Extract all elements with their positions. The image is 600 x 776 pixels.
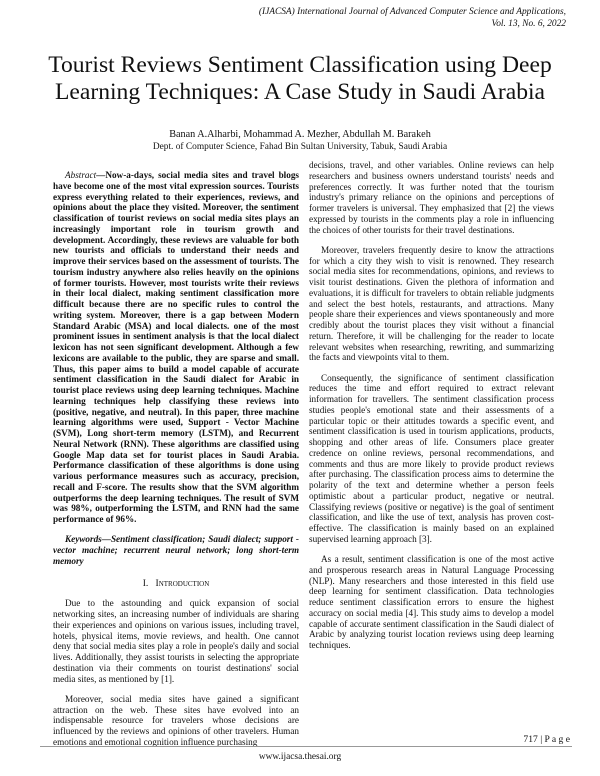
section-number: I. [142, 577, 149, 589]
authors: Banan A.Alharbi, Mohammad A. Mezher, Abdullah M. Barakeh [169, 129, 431, 140]
section-title: Introduction [155, 577, 210, 589]
left-column [53, 170, 299, 757]
title-line-2: Learning Techniques: A Case Study in Saudi Arabia [54, 79, 546, 105]
journal-header [146, 7, 566, 30]
footer-divider [40, 746, 572, 747]
body-paragraph: decisions, travel, and other variables. Online reviews can help researchers and business owners understand tourists' needs and preferences correctly. It was further noted that the tourism industry's primary reliance on the opinions and perceptions of former travelers is universal. They emphasized that [2] the views expressed by tourists in the comments play a role in influencing the choices of other tourists for their travel destinations. [309, 160, 554, 235]
right-column [309, 160, 554, 660]
page-number [523, 734, 570, 745]
keywords-dash: — [101, 534, 111, 545]
abstract-label: Abstract [65, 170, 97, 180]
paper-title [20, 52, 580, 106]
abstract [53, 170, 299, 525]
affiliation: Dept. of Computer Science, Fahad Bin Sultan University, Tabuk, Saudi Arabia [152, 142, 448, 152]
journal-name: (IJACSA) International Journal of Advanced Computer Science and Applications, [258, 7, 566, 17]
section-heading-introduction [53, 579, 299, 590]
keywords-label: Keywords [65, 534, 102, 545]
body-paragraph: As a result, sentiment classification is one of the most active and prosperous research areas in Natural Language Processing (NLP). Many researchers and those interested in this field use deep learning for sentiment classification. Data technologies reduce sentiment classification errors to ensure the highest accuracy on social media [4]. This study aims to develop a model capable of accurate sentiment classification in the Saudi dialect of Arabic by analyzing tourist location reviews using deep learning techniques. [309, 554, 554, 650]
page-label: | P a g e [540, 734, 570, 745]
page-number-value: 717 [523, 734, 538, 745]
body-paragraph: Moreover, travelers frequently desire to know the attractions for which a city they wish to visit is renowned. They research social media sites for recommendations, opinions, and reviews to visit tourist destinations. Given the plethora of information and evaluations, it is difficult for travelers to obtain reliable judgments and select the best hotels, restaurants, and attractions. Many people share their experiences and views spontaneously and more credibly about the tourist places they visit without a financial return. Therefore, it will be challenging for the reader to locate relevant websites when researching, rewriting, and summarizing the facts and viewpoints vital to them. [309, 244, 554, 363]
abstract-dash: — [96, 170, 106, 180]
body-paragraph: Consequently, the significance of sentiment classification reduces the time and effort required to extract relevant information for travellers. The sentiment classification process studies people's emotional state and their assessments of a particular topic or their attitudes towards a specific event, and sentiment classification is used in tourism applications, products, shopping and other areas of life. Consumers place greater credence on online reviews, personal recommendations, and comments and thus are more likely to provide product reviews after purchasing. The classification process aims to determine the polarity of the text and determine whether a person feels optimistic about a particular product, negative or neutral. Classifying reviews (positive or negative) is the goal of sentiment classification, and like the use of text, analysis has proven cost-effective. The classification is mainly based on an explained supervised learning approach [3]. [309, 372, 554, 544]
journal-volume: Vol. 13, No. 6, 2022 [491, 18, 566, 29]
body-paragraph: Moreover, social media sites have gained a significant attraction on the web. These sites have evolved into an indispensable resource for travelers whose decisions are influenced by the reviews and opinions of other travelers. Human emotions and emotional cognition influence purchasing [53, 693, 299, 747]
keywords [53, 534, 299, 566]
title-line-1: Tourist Reviews Sentiment Classification using Deep [48, 52, 552, 78]
keywords-text: Sentiment classification; Saudi dialect; support - vector machine; recurrent neural network; long short-term memory [53, 534, 299, 566]
body-paragraph: Due to the astounding and quick expansion of social networking sites, an increasing number of individuals are sharing their experiences and opinions on various issues, including travel, hotels, physical items, movie reviews, and health. One cannot deny that social media sites play a role in people's daily and social lives. Additionally, they assist tourists in selecting the appropriate destination via their comments on tourist destinations' social media sites, as mentioned by [1]. [53, 598, 299, 684]
abstract-text: Now-a-days, social media sites and travel blogs have become one of the most vital expression sources. Tourists express everything related to their experiences, reviews, and opinions about the place they visited. Moreover, the sentiment classification of tourist reviews on social media sites plays an increasingly important role in tourism growth and development. Accordingly, these reviews are valuable for both new tourists and officials to understand their needs and improve their services based on the assessment of tourists. The tourism industry anywhere also relies heavily on the opinions of former tourists. However, most tourists write their reviews in their local dialect, making sentiment classification more difficult because there are no specific rules to control the writing system. Moreover, there is a gap between Modern Standard Arabic (MSA) and local dialects. one of the most prominent issues in sentiment analysis is that the local dialect lexicon has not seen significant development. Although a few lexicons are available to the public, they are sparse and small. Thus, this paper aims to build a model capable of accurate sentiment classification in the Saudi dialect for Arabic in tourist place reviews using deep learning techniques. Machine learning techniques help classifying these reviews into (positive, negative, and neutral). In this paper, three machine learning algorithms were used, Support - Vector Machine (SVM), Long short-term memory (LSTM), and Recurrent Neural Network (RNN). These algorithms are classified using Google Map data set for tourist places in Saudi Arabia. Performance classification of these algorithms is done using various performance measures such as accuracy, precision, recall and F-score. The results show that the SVM algorithm outperforms the deep learning techniques. The result of SVM was 98%, outperforming the LSTM, and RNN had the same performance of 96%. [53, 170, 299, 524]
footer-url[interactable]: www.ijacsa.thesai.org [258, 752, 342, 762]
